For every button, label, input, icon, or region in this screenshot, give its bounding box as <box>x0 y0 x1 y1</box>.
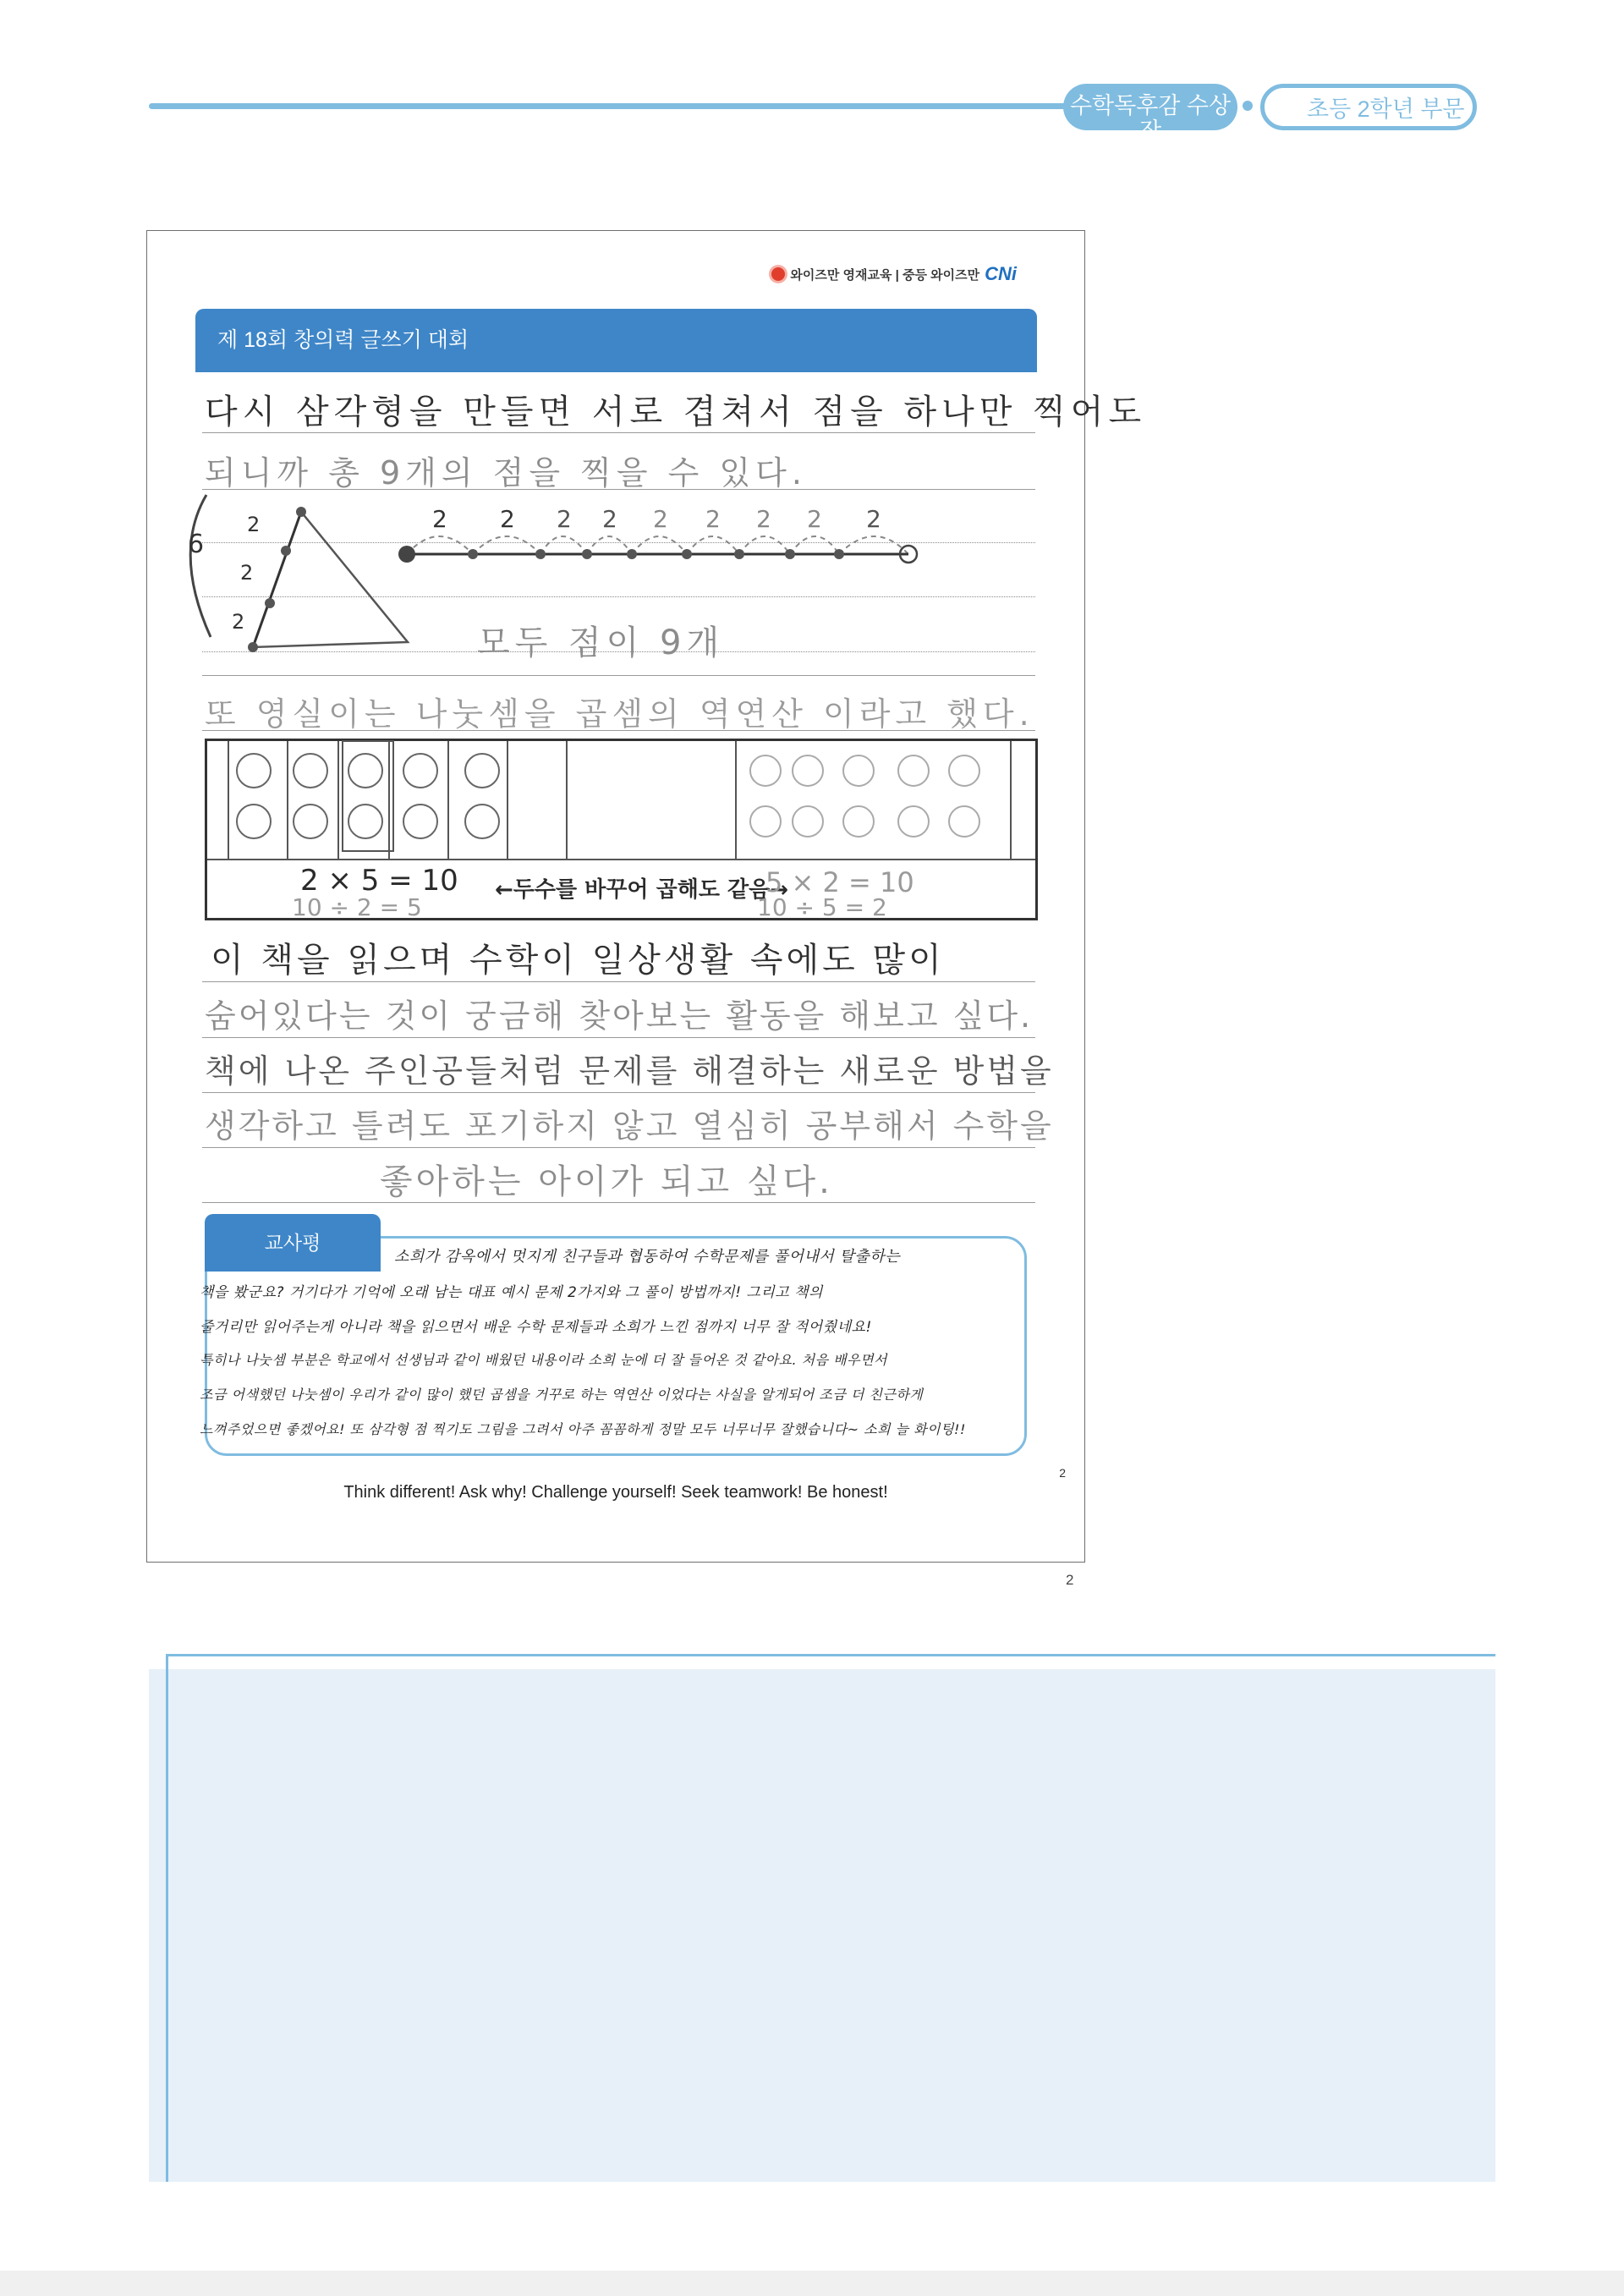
equation-right-div: 10 ÷ 5 = 2 <box>757 893 887 921</box>
teacher-review-tab: 교사평 <box>205 1214 381 1272</box>
logo-text: 와이즈만 영재교육 | 중등 와이즈만 <box>790 267 980 283</box>
footer-strip <box>0 2271 1624 2296</box>
scanned-essay-page <box>146 230 1147 1563</box>
arc-label: 2 <box>653 505 668 533</box>
guide-rule <box>202 1037 1035 1038</box>
essay-line: 생각하고 틀려도 포기하지 않고 열심히 공부해서 수학을 <box>205 1107 1054 1145</box>
panel-top-rule <box>166 1654 1495 1656</box>
diagram-caption: 모두 점이 9개 <box>477 623 725 662</box>
arc-label: 2 <box>557 505 572 533</box>
diagram-label: 2 <box>232 610 245 634</box>
category-pill: 수학독후감 수상작 <box>1063 84 1237 130</box>
contest-title: 제 18회 창의력 글쓰기 대회 <box>195 309 1037 372</box>
arc-label: 2 <box>807 505 822 533</box>
guide-rule <box>202 675 1035 676</box>
guide-rule <box>202 1092 1035 1093</box>
essay-line: 이 책을 읽으며 수학이 일상생활 속에도 많이 <box>211 941 945 980</box>
review-line: 조금 어색했던 나눗셈이 우리가 같이 많이 했던 곱셈을 거꾸로 하는 역연산 이었다는 사실을 알게되어 조금 더 친근하게 <box>200 1387 924 1403</box>
diagram-side-label: 6 <box>188 530 205 559</box>
equation-left-mult: 2 × 5 = 10 <box>300 864 458 898</box>
arc-label: 2 <box>602 505 617 533</box>
motto: Think different! Ask why! Challenge yourself! Seek teamwork! Be honest! <box>343 1483 888 1502</box>
essay-line: 책에 나온 주인공들처럼 문제를 해결하는 새로운 방법을 <box>205 1052 1054 1090</box>
review-line: 느껴주었으면 좋겠어요! 또 삼각형 점 찍기도 그림을 그려서 아주 꼼꼼하게 정말 모두 너무너무 잘했습니다~ 소희 늘 화이팅!! <box>200 1421 966 1437</box>
arc-label: 2 <box>866 505 881 533</box>
review-line: 특히나 나눗셈 부분은 학교에서 선생님과 같이 배웠던 내용이라 소희 눈에 더 잘 들어온 것 같아요. 처음 배우면서 <box>200 1352 887 1368</box>
arc-label: 2 <box>705 505 721 533</box>
arc-label: 2 <box>756 505 771 533</box>
equation-note: ←두수를 바꾸어 곱해도 같음→ <box>495 877 789 903</box>
multiplication-table <box>205 739 1038 920</box>
essay-line: 좋아하는 아이가 되고 싶다. <box>380 1162 833 1201</box>
inner-page-number: 2 <box>1059 1466 1066 1480</box>
page-number: 2 <box>1066 1572 1074 1588</box>
diagram-label: 2 <box>247 513 261 536</box>
equation-right-mult: 5 × 2 = 10 <box>765 866 914 898</box>
review-line: 책을 봤군요? 거기다가 기억에 오래 남는 대표 예시 문제 2가지와 그 풀이 방법까지! 그리고 책의 <box>200 1284 823 1301</box>
essay-line: 또 영실이는 나눗셈을 곱셈의 역연산 이라고 했다. <box>205 695 1034 733</box>
arc-label: 2 <box>432 505 447 533</box>
dot-diagram <box>147 231 1086 671</box>
arc-label: 2 <box>500 505 515 533</box>
grade-pill: 초등 2학년 부문 <box>1260 84 1477 130</box>
guide-rule <box>202 1147 1035 1148</box>
review-line: 줄거리만 읽어주는게 아니라 책을 읽으면서 배운 수학 문제들과 소희가 느낀 점까지 너무 잘 적어줬네요! <box>200 1319 872 1336</box>
essay-line: 되니까 총 9개의 점을 찍을 수 있다. <box>205 454 807 492</box>
review-line: 소희가 감옥에서 멋지게 친구들과 협동하여 수학문제를 풀어내서 탈출하는 <box>394 1248 901 1266</box>
logo-brand: CNi <box>985 263 1017 284</box>
essay-line: 다시 삼각형을 만들면 서로 겹쳐서 점을 하나만 찍어도 <box>205 393 1147 431</box>
essay-line: 숨어있다는 것이 궁금해 찾아보는 활동을 해보고 싶다. <box>205 997 1034 1035</box>
panel-left-rule <box>166 1654 168 2182</box>
equation-left-div: 10 ÷ 2 = 5 <box>292 893 422 921</box>
header-separator-dot <box>1243 101 1253 111</box>
blank-panel <box>149 1669 1495 2182</box>
guide-rule <box>202 981 1035 982</box>
diagram-label: 2 <box>240 561 254 585</box>
